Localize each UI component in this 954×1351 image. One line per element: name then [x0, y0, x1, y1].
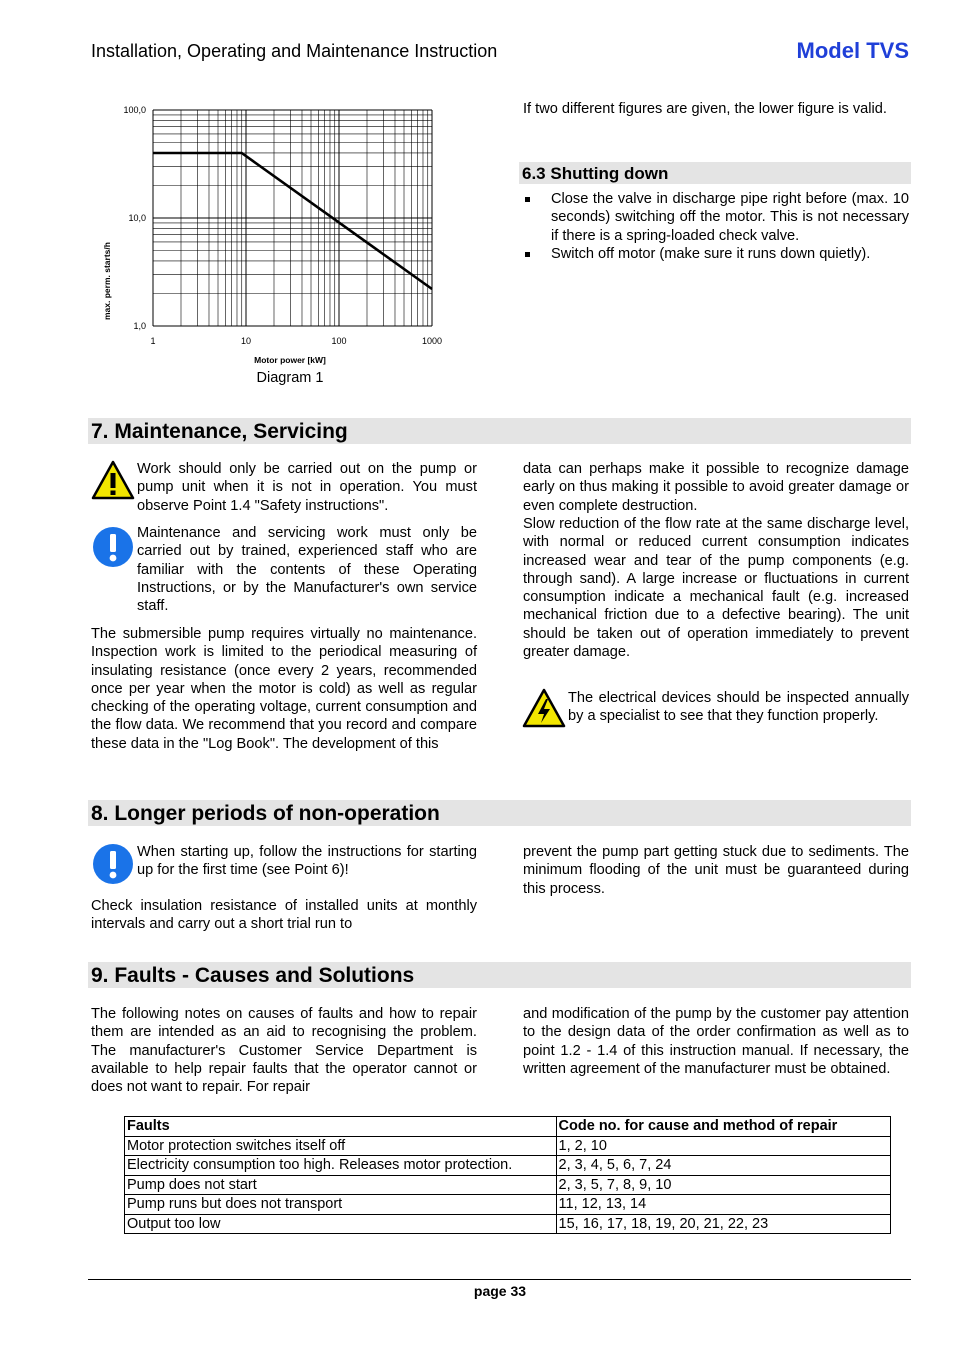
section-7-heading: 7. Maintenance, Servicing [88, 418, 911, 444]
list-item: Close the valve in discharge pipe right before (max. 10 seconds) switching off the motor. This is not necessary if there is a spring-loaded check valve. [521, 190, 909, 245]
fault-cell: Output too low [125, 1214, 557, 1234]
mandatory-note-icon [92, 843, 134, 885]
table-header-row [125, 1117, 891, 1137]
maintenance-warning-text: Work should only be carried out on the pump or pump unit when it is not in operation. You must observe Point 1.4 "Safety instructions". [137, 461, 477, 514]
chart-y-tick-label: 10,0 [128, 213, 146, 223]
diagram-chart [95, 100, 455, 375]
chart-y-tick-label: 1,0 [133, 321, 146, 331]
chart-x-tick-label: 100 [331, 336, 347, 346]
table-row [125, 1156, 891, 1176]
electrical-hazard-icon [522, 688, 566, 728]
shutting-down-list [521, 190, 909, 263]
chart-x-tick-label: 10 [240, 336, 252, 346]
table-row [125, 1214, 891, 1234]
section-6-3-heading: 6.3 Shutting down [519, 162, 911, 184]
table-header-code: Code no. for cause and method of repair [556, 1117, 890, 1137]
fault-cell: Electricity consumption too high. Releases motor protection. [125, 1156, 557, 1176]
warning-triangle-icon [91, 460, 135, 500]
table-header-faults: Faults [125, 1117, 557, 1137]
code-cell: 2, 3, 4, 5, 6, 7, 24 [556, 1156, 890, 1176]
chart-y-tick-label: 100,0 [123, 105, 146, 115]
fault-cell: Pump runs but does not transport [125, 1195, 557, 1215]
maintenance-body-right-2: Slow reduction of the flow rate at the same discharge level, with normal or reduced current consumption indicates increased wear and tear of the pump components (e.g. through sand). A large increase or fluctuations in current consumption indicate a mechanical fault (e.g. increased mechanical friction due to a defective bearing). The unit should be taken out of operation immediately to prevent greater damage. [523, 516, 909, 661]
lower-figure-note: If two different figures are given, the lower figure is valid. [523, 101, 887, 117]
chart-series-line [153, 153, 432, 289]
code-cell: 2, 3, 5, 7, 8, 9, 10 [556, 1175, 890, 1195]
section-9-heading: 9. Faults - Causes and Solutions [88, 962, 911, 988]
faults-table [124, 1116, 891, 1234]
document-header-title: Installation, Operating and Maintenance Instruction [91, 41, 498, 61]
chart-x-tick-label: 1 [150, 336, 156, 346]
non-operation-body-left: Check insulation resistance of installed units at monthly intervals and carry out a short trial run to [91, 898, 477, 933]
code-cell: 11, 12, 13, 14 [556, 1195, 890, 1215]
code-cell: 15, 16, 17, 18, 19, 20, 21, 22, 23 [556, 1214, 890, 1234]
faults-body-left: The following notes on causes of faults and how to repair them are intended as an aid to recognising the problem. The manufacturer's Customer Service Department is available to help repair faults that the operator cannot or does not want to repair. For repair [91, 1006, 477, 1096]
chart-y-axis-label: max. perm. starts/h [102, 242, 112, 320]
page-number: page 33 [473, 1283, 527, 1299]
maintenance-staff-note: Maintenance and servicing work must only be carried out by trained, experienced staff who are familiar with the contents of these Operating Instructions, or by the Manufacturer's own service staff. [137, 525, 477, 615]
table-row [125, 1136, 891, 1156]
faults-body-right: and modification of the pump by the customer pay attention to the design data of the order confirmation as well as to point 1.2 - 1.4 of this instruction manual. If necessary, the written agreement of the manufacturer must be obtained. [523, 1006, 909, 1077]
maintenance-body-left: The submersible pump requires virtually no maintenance. Inspection work is limited to the periodical measuring of insulating resistance (once every 2 years, recommended once per year when the motor is cold) as well as regular checking of the operating voltage, current consumption and the flow data. We recommend that you record and compare these data in the "Log Book". The development of this [91, 626, 477, 752]
chart-x-axis-label: Motor power [kW] [254, 355, 326, 365]
fault-cell: Motor protection switches itself off [125, 1136, 557, 1156]
model-name: Model TVS [796, 38, 909, 63]
table-row [125, 1175, 891, 1195]
footer-divider [88, 1279, 911, 1280]
chart-x-tick-label: 1000 [421, 336, 443, 346]
section-8-heading: 8. Longer periods of non-operation [88, 800, 911, 826]
electrical-inspection-text: The electrical devices should be inspected annually by a specialist to see that they function properly. [568, 690, 909, 725]
non-operation-body-right: prevent the pump part getting stuck due to sediments. The minimum flooding of the unit must be guaranteed during this process. [523, 844, 909, 897]
fault-cell: Pump does not start [125, 1175, 557, 1195]
mandatory-note-icon [92, 526, 134, 568]
startup-note: When starting up, follow the instructions for starting up for the first time (see Point 6)! [137, 844, 477, 879]
maintenance-body-right-1: data can perhaps make it possible to recognize damage early on thus making it possible to avoid greater damage or even complete destruction. [523, 461, 909, 514]
code-cell: 1, 2, 10 [556, 1136, 890, 1156]
table-row [125, 1195, 891, 1215]
diagram-caption: Diagram 1 [256, 370, 324, 386]
list-item: Switch off motor (make sure it runs down quietly). [521, 245, 909, 263]
